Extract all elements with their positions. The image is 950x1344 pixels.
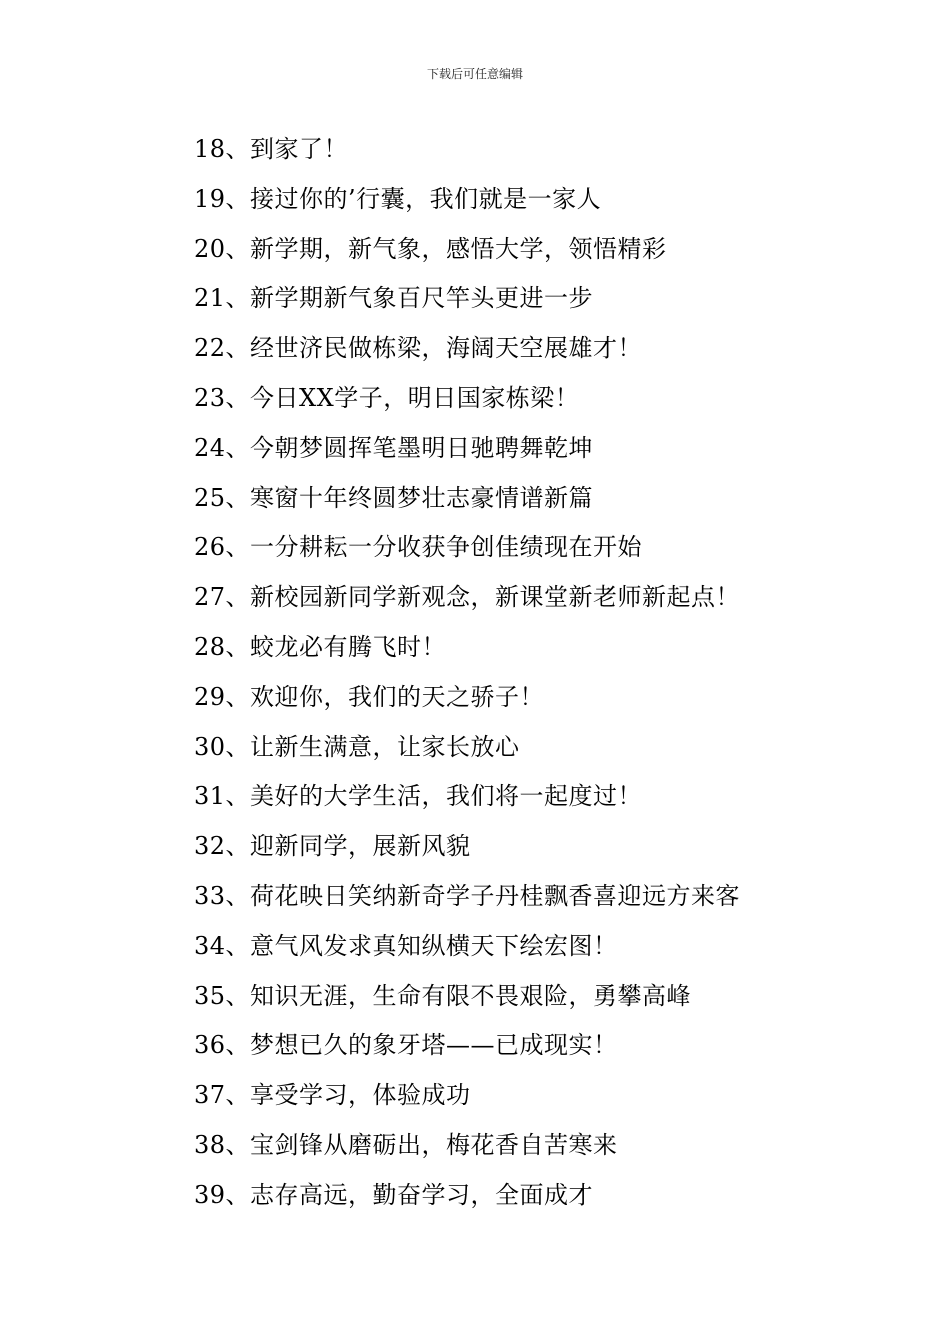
page-header: 下载后可任意编辑 bbox=[426, 67, 523, 81]
list-item: 38、宝剑锋从磨砺出，梅花香自苦寒来 bbox=[194, 1130, 618, 1159]
list-item: 20、新学期，新气象，感悟大学，领悟精彩 bbox=[194, 234, 667, 263]
list-item: 33、荷花映日笑纳新奇学子丹桂飘香喜迎远方来客 bbox=[194, 881, 741, 910]
list-item: 26、一分耕耘一分收获争创佳绩现在开始 bbox=[194, 533, 643, 562]
list-item: 39、志存高远，勤奋学习，全面成才 bbox=[194, 1180, 594, 1209]
list-item: 36、梦想已久的象牙塔——已成现实！ bbox=[194, 1031, 618, 1060]
list-item: 19、接过你的’行囊，我们就是一家人 bbox=[194, 184, 602, 213]
list-item: 24、今朝梦圆挥笔墨明日驰聘舞乾坤 bbox=[194, 433, 594, 462]
list-item: 34、意气风发求真知纵横天下绘宏图！ bbox=[194, 931, 618, 960]
list-item: 31、美好的大学生活，我们将一起度过！ bbox=[194, 782, 643, 811]
list-item: 18、到家了！ bbox=[194, 135, 349, 163]
list-item: 28、蛟龙必有腾飞时！ bbox=[194, 632, 447, 661]
list-item: 37、享受学习，体验成功 bbox=[194, 1081, 471, 1110]
list-item: 21、新学期新气象百尺竿头更进一步 bbox=[194, 284, 594, 313]
list-item: 23、今日XX学子，明日国家栋梁！ bbox=[194, 383, 580, 412]
list-item: 35、知识无涯，生命有限不畏艰险，勇攀高峰 bbox=[194, 981, 692, 1010]
list-item: 30、让新生满意，让家长放心 bbox=[194, 732, 520, 761]
list-item: 27、新校园新同学新观念，新课堂新老师新起点！ bbox=[194, 583, 741, 612]
slogan-list bbox=[194, 129, 914, 1225]
list-item: 32、迎新同学，展新风貌 bbox=[194, 832, 471, 861]
list-item: 25、寒窗十年终圆梦壮志豪情谱新篇 bbox=[194, 483, 594, 512]
list-item: 29、欢迎你，我们的天之骄子！ bbox=[194, 682, 545, 711]
list-item: 22、经世济民做栋梁，海阔天空展雄才！ bbox=[194, 334, 643, 363]
